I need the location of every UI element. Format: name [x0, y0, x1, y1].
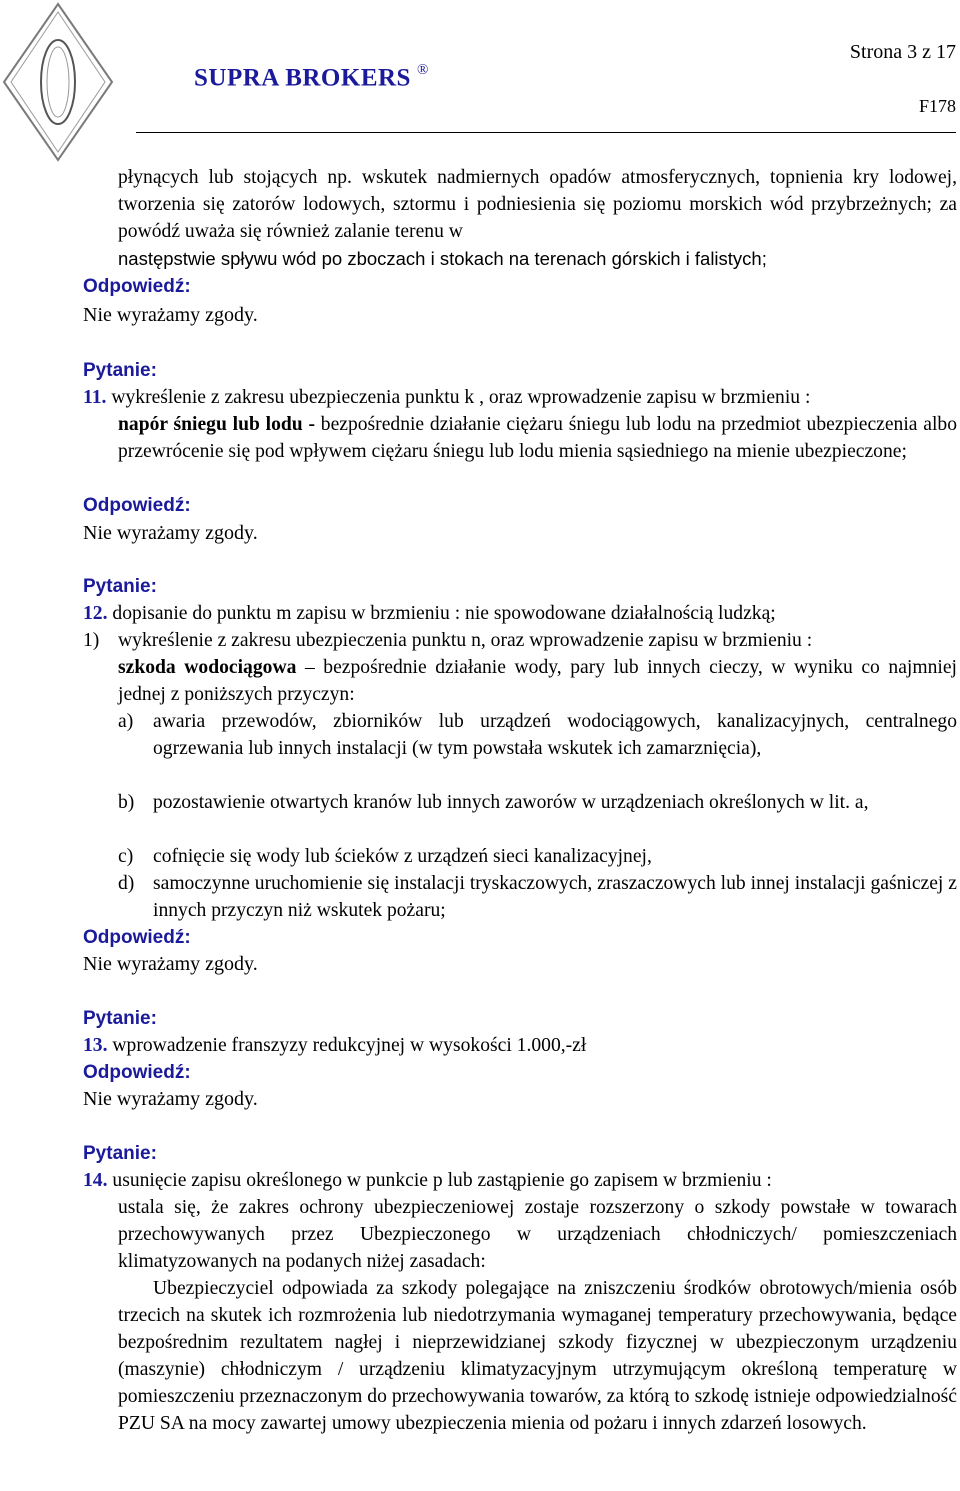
question-number: 11.	[83, 387, 107, 408]
list-marker: 1)	[83, 630, 100, 651]
answer-label: Odpowiedź:	[83, 927, 191, 948]
supra-brokers-logo	[2, 2, 114, 162]
defined-term: napór śniegu lub lodu -	[118, 414, 315, 435]
question-number: 13.	[83, 1035, 108, 1056]
intro-paragraph: płynących lub stojących np. wskutek nadmiernych opadów atmosferycznych, topnienia kry lodowej, tworzenia się zatorów lodowych, sztormu i podniesienia się poziomu morskich wód przybrzeżnych; za powódź uważa się również zalanie terenu w	[118, 167, 957, 242]
answer-label: Odpowiedź:	[83, 276, 191, 297]
question-label: Pytanie:	[83, 576, 157, 597]
brand-name: SUPRA BROKERS ®	[194, 62, 429, 92]
sub-list-item: c) cofnięcie się wody lub ścieków z urządzeń sieci kanalizacyjnej,	[118, 843, 957, 870]
quoted-clause-body: Ubezpieczyciel odpowiada za szkody polegające na zniszczeniu środków obrotowych/mienia osób trzecich na skutek ich rozmrożenia lub niedotrzymania wymaganej temperatury przechowywania, będące bezpośrednim rezultatem nagłej i nieprzewidzianej szkody fizycznej w ubezpieczonym urządzeniu (maszynie) chłodniczym / urządzeniu klimatyzacyjnym utrzymującym określoną temperaturę w pomieszczeniu przeznaczonym do przechowywania towarów, za którą to szkodę istnieje odpowiedzialność PZU SA na mocy zawartej umowy ubezpieczenia mienia od pożaru i innych zdarzeń losowych.	[118, 1278, 957, 1434]
question-13: 13. wprowadzenie franszyzy redukcyjnej w wysokości 1.000,-zł	[83, 1035, 587, 1056]
quoted-clause: ustala się, że zakres ochrony ubezpieczeniowej zostaje rozszerzony o szkody powstałe w towarach przechowywanych przez Ubezpieczonego w urządzeniach chłodniczych/ pomieszczeniach klimatyzowanych na podanych niżej zasadach:	[118, 1197, 957, 1272]
list-item-1-body: szkoda wodociągowa – bezpośrednie działanie wody, pary lub innych cieczy, w wyniku co najmniej jednej z poniższych przyczyn:	[118, 657, 957, 705]
intro-paragraph-end: następstwie spływu wód po zboczach i stokach na terenach górskich i falistych;	[118, 248, 767, 269]
sub-list-item: a) awaria przewodów, zbiorników lub urządzeń wodociągowych, kanalizacyjnych, centralnego ogrzewania lub innych instalacji (w tym powstała wskutek ich zamarznięcia),	[118, 708, 957, 762]
list-marker: b)	[118, 792, 135, 813]
answer-text: Nie wyrażamy zgody.	[83, 304, 258, 326]
question-number: 14.	[83, 1170, 108, 1191]
header-rule	[136, 132, 956, 133]
sub-list-item: b) pozostawienie otwartych kranów lub innych zaworów w urządzeniach określonych w lit. a,	[118, 789, 957, 816]
question-11: 11. wykreślenie z zakresu ubezpieczenia punktu k , oraz wprowadzenie zapisu w brzmieniu :	[83, 387, 811, 408]
defined-term: szkoda wodociągowa	[118, 657, 297, 678]
list-marker: a)	[118, 711, 134, 732]
question-12: 12. dopisanie do punktu m zapisu w brzmieniu : nie spowodowane działalnością ludzką;	[83, 603, 776, 624]
question-11-body: napór śniegu lub lodu - bezpośrednie działanie ciężaru śniegu lub lodu na przedmiot ubezpieczenia albo przewrócenie się pod wpływem ciężaru śniegu lub lodu mienia sąsiedniego na mienie ubezpieczone;	[118, 414, 957, 462]
question-label: Pytanie:	[83, 360, 157, 381]
question-label: Pytanie:	[83, 1008, 157, 1029]
document-code: F178	[918, 96, 956, 116]
sub-list-item: d) samoczynne uruchomienie się instalacji tryskaczowych, zraszaczowych lub innej instalacji gaśniczej z innych przyczyn niż wskutek pożaru;	[118, 870, 957, 924]
page-number: Strona 3 z 17	[849, 41, 956, 63]
answer-text: Nie wyrażamy zgody.	[83, 1088, 258, 1110]
answer-label: Odpowiedź:	[83, 1062, 191, 1083]
question-number: 12.	[83, 603, 108, 624]
question-14: 14. usunięcie zapisu określonego w punkcie p lub zastąpienie go zapisem w brzmieniu :	[83, 1170, 772, 1191]
registered-mark: ®	[416, 62, 429, 78]
list-marker: d)	[118, 873, 135, 894]
list-item-1: 1) wykreślenie z zakresu ubezpieczenia punktu n, oraz wprowadzenie zapisu w brzmieniu :	[83, 627, 957, 654]
question-label: Pytanie:	[83, 1143, 157, 1164]
answer-text: Nie wyrażamy zgody.	[83, 953, 258, 975]
answer-text: Nie wyrażamy zgody.	[83, 522, 258, 544]
answer-label: Odpowiedź:	[83, 495, 191, 516]
list-marker: c)	[118, 846, 134, 867]
